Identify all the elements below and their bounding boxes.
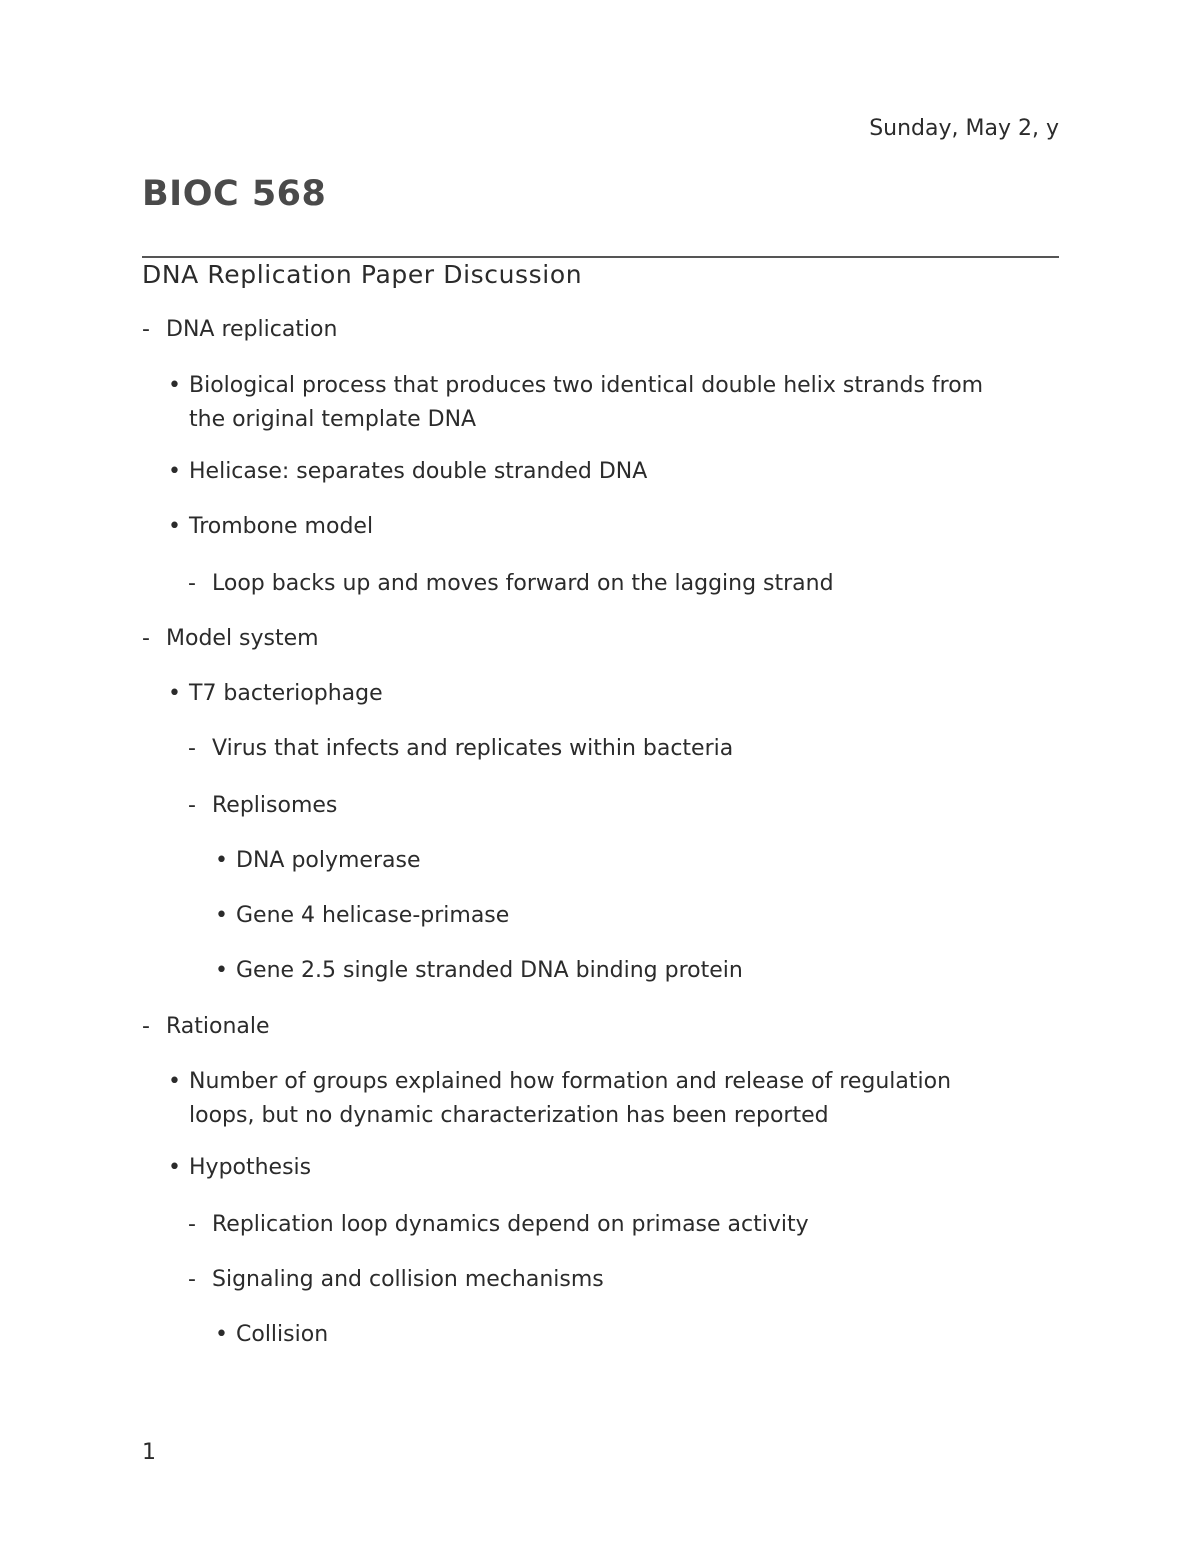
dash-marker: - [142, 317, 150, 342]
bullet-marker: • [215, 848, 228, 873]
outline-item-text: Replisomes [212, 793, 338, 818]
dash-marker: - [188, 736, 196, 761]
dash-marker: - [188, 571, 196, 596]
outline-item [142, 313, 337, 347]
dash-marker: - [188, 793, 196, 818]
outline-item [188, 789, 337, 823]
outline-item [215, 899, 509, 933]
outline-item-text: the original template DNA [189, 407, 477, 432]
outline-item [188, 1208, 809, 1242]
outline-item-continuation [189, 1099, 829, 1133]
outline-item-text: Number of groups explained how formation and release of regulation [189, 1069, 952, 1094]
bullet-marker: • [168, 681, 181, 706]
dash-marker: - [188, 1212, 196, 1237]
bullet-marker: • [168, 514, 181, 539]
outline-item-text: Virus that infects and replicates within bacteria [212, 736, 734, 761]
outline-item [188, 1263, 604, 1297]
outline-item [168, 455, 647, 489]
bullet-marker: • [168, 459, 181, 484]
dash-marker: - [188, 1267, 196, 1292]
outline-item [215, 954, 743, 988]
outline-item [188, 732, 733, 766]
outline-item [168, 369, 983, 403]
outline-item-text: T7 bacteriophage [189, 681, 383, 706]
outline-item [142, 622, 319, 656]
bullet-marker: • [168, 373, 181, 398]
bullet-marker: • [215, 1322, 228, 1347]
outline-item-text: Gene 2.5 single stranded DNA binding protein [236, 958, 743, 983]
dash-marker: - [142, 626, 150, 651]
outline-item-text: Replication loop dynamics depend on primase activity [212, 1212, 809, 1237]
outline-item-text: Signaling and collision mechanisms [212, 1267, 604, 1292]
dash-marker: - [142, 1014, 150, 1039]
page-number: 1 [142, 1440, 156, 1465]
title-divider [142, 256, 1059, 258]
bullet-marker: • [215, 903, 228, 928]
outline-item-text: DNA polymerase [236, 848, 421, 873]
outline-item-text: Biological process that produces two identical double helix strands from [189, 373, 984, 398]
outline-item [168, 1065, 951, 1099]
outline-item-text: Trombone model [189, 514, 374, 539]
outline-item-text: Gene 4 helicase-primase [236, 903, 510, 928]
outline-item-text: loops, but no dynamic characterization has been reported [189, 1103, 829, 1128]
bullet-marker: • [168, 1155, 181, 1180]
outline-item-text: Hypothesis [189, 1155, 312, 1180]
outline-item-text: Rationale [166, 1014, 270, 1039]
outline-item [215, 844, 421, 878]
outline-item-text: Collision [236, 1322, 329, 1347]
outline-item [188, 567, 834, 601]
outline-item-text: Model system [166, 626, 319, 651]
course-title: BIOC 568 [142, 174, 327, 214]
outline-item-text: Loop backs up and moves forward on the lagging strand [212, 571, 834, 596]
outline-item-text: DNA replication [166, 317, 338, 342]
outline-item-text: Helicase: separates double stranded DNA [189, 459, 648, 484]
outline-item [142, 1010, 270, 1044]
bullet-marker: • [168, 1069, 181, 1094]
bullet-marker: • [215, 958, 228, 983]
outline-item-continuation [189, 403, 476, 437]
outline-item [215, 1318, 328, 1352]
section-title: DNA Replication Paper Discussion [142, 260, 583, 289]
outline-item [168, 510, 373, 544]
outline-item [168, 1151, 311, 1185]
outline-item [168, 677, 383, 711]
document-date: Sunday, May 2, y [869, 116, 1059, 141]
